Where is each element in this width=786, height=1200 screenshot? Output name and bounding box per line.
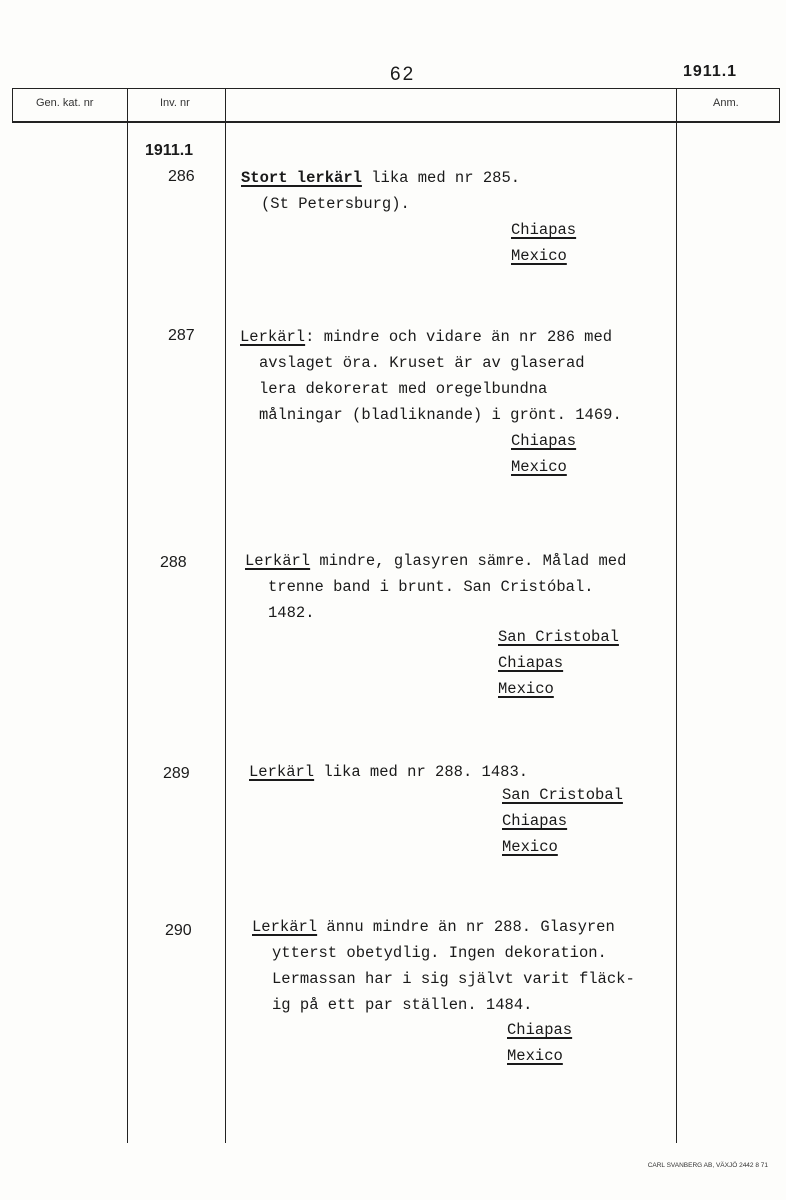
- catalog-code: 1911.1: [683, 63, 738, 80]
- place-label: Chiapas: [498, 654, 564, 672]
- entry-line: avslaget öra. Kruset är av glaserad: [259, 354, 585, 372]
- inv-number: 288: [160, 554, 187, 571]
- entry-line: målningar (bladliknande) i grönt. 1469.: [259, 406, 622, 424]
- entry-line: trenne band i brunt. San Cristóbal.: [268, 578, 594, 596]
- place-label: Chiapas: [507, 1021, 573, 1039]
- printer-imprint: CARL SVANBERG AB, VÄXJÖ 2442 8 71: [647, 1162, 768, 1169]
- entry-text: [245, 552, 626, 570]
- place-label: Mexico: [498, 680, 554, 698]
- column-divider-3: [676, 88, 677, 1143]
- place-label: Mexico: [507, 1047, 563, 1065]
- entry-line: 1482.: [268, 604, 315, 622]
- place-label: San Cristobal: [502, 786, 623, 804]
- entry-line: ännu mindre än nr 288. Glasyren: [317, 918, 615, 936]
- place-label: Chiapas: [502, 812, 568, 830]
- place-label: Chiapas: [511, 432, 577, 450]
- column-divider-1: [127, 88, 128, 1143]
- left-border: [12, 88, 13, 122]
- col-header-gen-kat: Gen. kat. nr: [36, 97, 94, 109]
- inv-number: 289: [163, 765, 190, 782]
- series-label: 1911.1: [145, 142, 194, 159]
- entry-title: Lerkärl: [252, 918, 318, 936]
- place-label: Mexico: [511, 458, 567, 476]
- entry-text: [249, 763, 528, 781]
- entry-line: : mindre och vidare än nr 286 med: [305, 328, 613, 346]
- entry-title: Lerkärl: [249, 763, 315, 781]
- entry-title: Stort lerkärl: [241, 169, 362, 187]
- inv-number: 287: [168, 327, 195, 344]
- entry-title: Lerkärl: [240, 328, 306, 346]
- column-divider-2: [225, 88, 226, 1143]
- entry-text: [241, 169, 520, 187]
- entry-line: Lermassan har i sig självt varit fläck-: [272, 970, 635, 988]
- entry-line: lika med nr 285.: [361, 169, 521, 187]
- entry-line: mindre, glasyren sämre. Målad med: [310, 552, 627, 570]
- entry-line: lika med nr 288. 1483.: [314, 763, 529, 781]
- entry-text: [240, 328, 612, 346]
- entry-text: [252, 918, 615, 936]
- page-number: 62: [390, 64, 416, 85]
- entry-line: ig på ett par ställen. 1484.: [272, 996, 533, 1014]
- col-header-inv: Inv. nr: [160, 97, 190, 109]
- place-label: Mexico: [511, 247, 567, 265]
- place-label: San Cristobal: [498, 628, 619, 646]
- entry-line: lera dekorerat med oregelbundna: [259, 380, 548, 398]
- entry-line: (St Petersburg).: [261, 195, 410, 213]
- col-header-anm: Anm.: [713, 97, 739, 109]
- entry-title: Lerkärl: [245, 552, 311, 570]
- entry-line: ytterst obetydlig. Ingen dekoration.: [272, 944, 607, 962]
- inv-number: 290: [165, 922, 192, 939]
- inv-number: 286: [168, 168, 195, 185]
- place-label: Mexico: [502, 838, 558, 856]
- right-border: [779, 88, 780, 122]
- place-label: Chiapas: [511, 221, 577, 239]
